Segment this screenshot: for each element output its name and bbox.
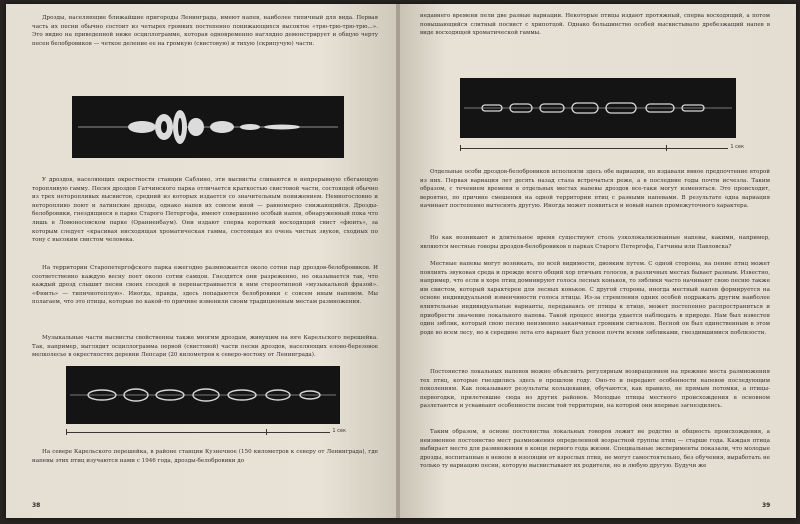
oscillogram-waveform-3: [460, 78, 736, 138]
book-spread: [6, 4, 796, 518]
oscillogram-figure-3: [460, 78, 736, 138]
right-paragraph-1: недавнего времени пели две разные вариации. Некоторые птицы издают протяжный, сперва восходящий, а потом повышающийся слитный посвист с хрипотцой. Однако большинство особей высвистывало дребезжащий напев в виде восходящей хроматической гаммы.: [420, 13, 770, 37]
right-paragraph-4: Местные напевы могут возникать, по всей видимости, двояким путем. С одной стороны, на пение птиц может повлиять звуковая среда и прежде всего общий хор птичьих голосов, в различных местах бывает разным. Известно, например, что если в хоре птиц доминируют голоса лесных коньков, то зяблики часто начинают свою песню также им свистом, который характерен для лесных коньков. С другой стороны, иногда местный напев формируется на основе индивидуальной изменчивости голоса птицы. Из-за стремления одних особей подражать другим наиболее влиятельные индивидуальные варианты, передаваясь от птицы к птице, может постепенно распространиться и приобрести значение локального напева. Такой процесс иногда удается наблюдать в природе. Нам был известен один зяблик, который свою песню неизменно заканчивал громким сигналом. Весной он был единственным в этом роде во всем лесу, но к середине лета его вариант был усвоен почти всеми зябликами, гнездившимися поблизости.: [420, 261, 770, 336]
time-axis-tick: [266, 429, 267, 435]
time-axis-2: [66, 428, 346, 438]
left-page-number: 38: [32, 502, 41, 509]
right-paragraph-5: Постоянство локальных напевов можно объяснить регулярным возвращением на прежние места размножения тех птиц, которые гнездились здесь в прошлом году. Оно-то и передают особенности напевов последующим поколениям. Как показывают результаты кольцевания, обучаются, как правило, не прямым потомки, а птицы-первогодки, прилетевшие сюда из других районов. Молодые птицы местного происхождения в основном разлетаются и усваивают особенности песни той территории, на которой они впервые загнездились.: [420, 369, 770, 410]
left-page: [6, 4, 398, 518]
right-page-number: 39: [762, 502, 771, 509]
time-axis-tick: [460, 145, 461, 151]
left-paragraph-4: Музыкальные части высвисты свойственны также многим дроздам, живущим на юге Карельского перешейка. Так, например, выглядит осциллограмма первой (свистовой) части песни дроздов, населяющих елово-березовое мелколесье в окрестностях деревни Лепсари (20 километров к северо-востоку от Ленинграда).: [32, 335, 378, 359]
time-axis-line: [66, 432, 330, 433]
time-axis-unit: 1 сек: [332, 428, 346, 434]
time-axis-unit: 1 сек: [730, 144, 744, 150]
left-paragraph-2: У дроздов, населяющих окрестности станции Саблино, эти высвисты сливаются в непрерывную сбегающую торопливую гамму. Песня дроздов Гатчинского парка отличается краткостью свистовой части, состоящей обычно из трех неторопливых высвистов, средний из которых издается со значительным понижением. Немногословно и неторопливо поют и латинские дрозды, однако напев их совсем иной — равномерно снижающийся. Дрозды-белобровики, гнездящиеся в парке Старого Петергофа, имеют совершенно особый напев, обнаруженный пока что лишь в Ломоносовском парке (Ораниенбаум). Они издают сперва короткий восходящий свист «фюить», за которым следует «красивая нисходящая хроматическая гамма, состоящая из очень чистых звуков, сходных по тону с высоким свистом человека.: [32, 177, 378, 244]
oscillogram-figure-1: [72, 96, 344, 158]
time-axis-tick: [66, 429, 67, 435]
right-paragraph-2: Отдельные особи дроздов-белобровиков исполняли здесь обе вариации, но издавали явное предпочтение второй из них. Первая вариация лет десять назад стала встречаться реже, а в последние годы почти исчезла. Таким образом, с течением времени в отдельных местах напевы дроздов все-таки могут изменяться. Это происходит, вероятно, по причине смешения на одной территории птиц с разными напевами. В результате одна вариация начинает постепенно вытеснять другую. Иногда может появиться и новый напев промежуточного характера.: [420, 169, 770, 210]
right-page: [400, 4, 796, 518]
left-paragraph-1: Дрозды, населяющие ближайшие пригороды Ленинграда, имеют напев, наиболее типичный для вида. Первая часть их песни обычно состоит из четырех громких постепенно понижающихся высоктое «трю-трю-трю-трю...». Это видно на приведенной ниже осциллограмме, которая одновременно наглядно демонстрирует и общую черту песен белобровиков — четкое деление ее на громкую (свистовую) и тихую (скрипучую) части.: [32, 15, 378, 47]
left-paragraph-3: На территории Старопетергофского парка ежегодно размножается около сотни пар дроздов-белобровиков. И соответственно каждую весну поет около сотни самцов. Гнездятся они разреженно, но оказывается так, что каждый дрозд слышит песни своих соседей и перенастраивается к ним стереотипной «музыкальной фразой». «Фюить» — типичнотеплую». Иногда, правда, здесь попадаются белобровики с совсем иным напевом. Мы полагаем, что это птицы, которые по какой-то причине изменили своим традиционным местам размножения.: [32, 265, 378, 306]
oscillogram-figure-2: [66, 366, 340, 424]
time-axis-line: [460, 148, 728, 149]
left-paragraph-5: На севере Карельского перешейка, в районе станции Кузнечное (150 километров к северу от Ленинграда), где напевы этих птиц изучаются нами с 1946 года, дрозды-белобровики до: [32, 449, 378, 464]
oscillogram-waveform-2: [66, 366, 340, 424]
right-paragraph-3: Но как возникают и длительное время существуют столь узколокализованные напевы, какими, например, являются местные говоры дроздов-белобровиков в парках Старого Петергофа, Гатчины или Павловска?: [420, 235, 770, 250]
right-paragraph-6: Таким образом, в основе постоянства локальных говоров лежит не родство и общность происхождения, а неизменное постоянство мест размножения определенной возрастной группы птиц — старше года. Каждая птица выбирает место для размножения в конце первого года жизни. Специальные эксперименты показали, что молодые дрозды, воспитанные в неволе в изоляции от взрослых птиц, не могут самостоятельно, без обучения, выработать не только ту вариацию песни, которую высвистывают их родители, но и любую другую. Будучи же: [420, 429, 770, 470]
time-axis-tick: [666, 145, 667, 151]
oscillogram-waveform-1: [72, 96, 344, 158]
time-axis-3: [460, 144, 744, 154]
